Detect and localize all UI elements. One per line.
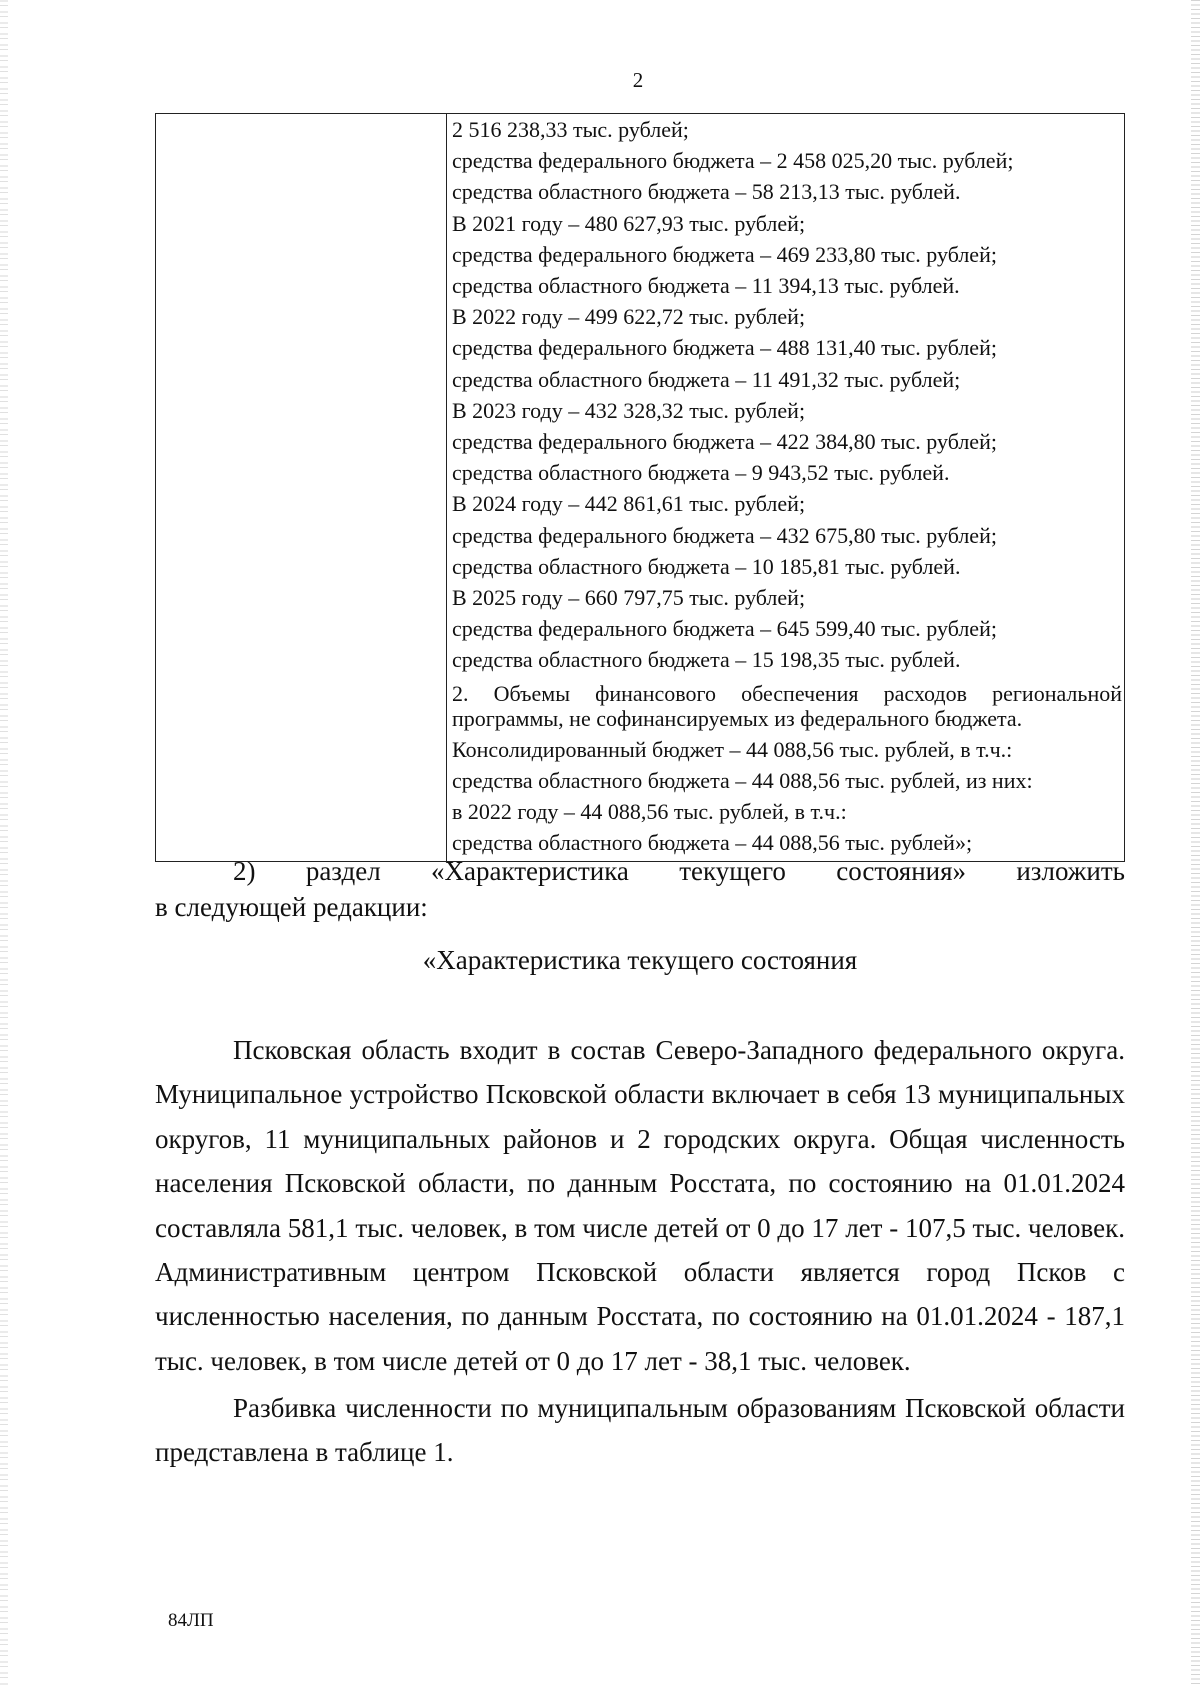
- table-line: средства областного бюджета – 11 394,13 тыс. рублей.: [452, 273, 960, 299]
- table-line: средства областного бюджета – 15 198,35 тыс. рублей.: [452, 647, 961, 673]
- scan-edge-right: [1191, 0, 1200, 1686]
- table-right-cell: [447, 114, 1125, 862]
- table-line: средства областного бюджета – 9 943,52 тыс. рублей.: [452, 460, 950, 486]
- table-line: Консолидированный бюджет – 44 088,56 тыс. рублей, в т.ч.:: [452, 736, 1013, 762]
- table-line: В 2021 году – 480 627,93 тыс. рублей;: [452, 210, 806, 236]
- paragraph-text: Разбивка численности по муниципальным образованиям Псковской области представлена в таблице 1.: [155, 1393, 1125, 1468]
- table-left-cell: [156, 114, 447, 862]
- table-line: средства областного бюджета – 44 088,56 тыс. рублей, из них:: [452, 767, 1033, 793]
- amendment-intro-line-1: 2) раздел «Характеристика текущего состояния» изложить: [233, 856, 1125, 886]
- paragraph-text: Псковская область входит в состав Северо-Западного федерального округа. Муниципальное устройство Псковской области включает в себя 13 муниципальных округов, 11 муниципальных районов и 2 городских округа. Общая численность населения Псковской области, по данным Росстата, по состоянию на 01.01.2024 составляла 581,1 тыс. человек, в том числе детей от 0 до 17 лет - 107,5 тыс. человек. Административным центром Псковской области является город Псков с численностью населения, по данным Росстата, по состоянию на 01.01.2024 - 187,1 тыс. человек, в том числе детей от 0 до 17 лет - 38,1 тыс. человек.: [155, 1035, 1125, 1376]
- table-line: 2 516 238,33 тыс. рублей;: [452, 117, 689, 142]
- table-line: средства федерального бюджета – 469 233,80 тыс. рублей;: [452, 241, 997, 267]
- table-row: [156, 114, 1125, 862]
- table-line: В 2025 году – 660 797,75 тыс. рублей;: [452, 585, 806, 611]
- amendment-intro-line-2: в следующей редакции:: [155, 892, 428, 922]
- page-number: 2: [632, 68, 644, 92]
- table-line: В 2022 году – 499 622,72 тыс. рублей;: [452, 304, 806, 330]
- table-line: средства федерального бюджета – 422 384,80 тыс. рублей;: [452, 429, 997, 455]
- scan-edge-left: [0, 0, 8, 1686]
- section-heading: «Характеристика текущего состояния: [422, 945, 858, 975]
- table-line: средства федерального бюджета – 645 599,40 тыс. рублей;: [452, 616, 997, 642]
- financing-table: [155, 113, 1125, 862]
- table-line: в 2022 году – 44 088,56 тыс. рублей, в т.ч.:: [452, 799, 847, 825]
- table-line: средства областного бюджета – 58 213,13 тыс. рублей.: [452, 179, 961, 205]
- table-line: средства федерального бюджета – 432 675,80 тыс. рублей;: [452, 522, 997, 548]
- current-state-paragraph: [155, 1028, 1125, 1383]
- table-line: средства федерального бюджета – 2 458 025,20 тыс. рублей;: [452, 148, 1014, 174]
- table-line: средства областного бюджета – 10 185,81 тыс. рублей.: [452, 553, 961, 579]
- item-2-paragraph: 2. Объемы финансового обеспечения расходов региональной программы, не софинансируемых из федерального бюджета.: [452, 680, 1122, 731]
- table-line: средства областного бюджета – 11 491,32 тыс. рублей;: [452, 366, 961, 392]
- table-reference-paragraph: [155, 1386, 1125, 1475]
- consolidated-budget-lines: [452, 734, 1122, 859]
- amendment-intro: [155, 853, 1125, 925]
- financing-lines: [452, 114, 1122, 676]
- table-line: В 2023 году – 432 328,32 тыс. рублей;: [452, 397, 806, 423]
- table-line: В 2024 году – 442 861,61 тыс. рублей;: [452, 491, 806, 517]
- table-line: средства федерального бюджета – 488 131,40 тыс. рублей;: [452, 335, 997, 361]
- table-line: средства областного бюджета – 44 088,56 тыс. рублей»;: [452, 830, 973, 856]
- footer-code: 84ЛП: [168, 1610, 214, 1631]
